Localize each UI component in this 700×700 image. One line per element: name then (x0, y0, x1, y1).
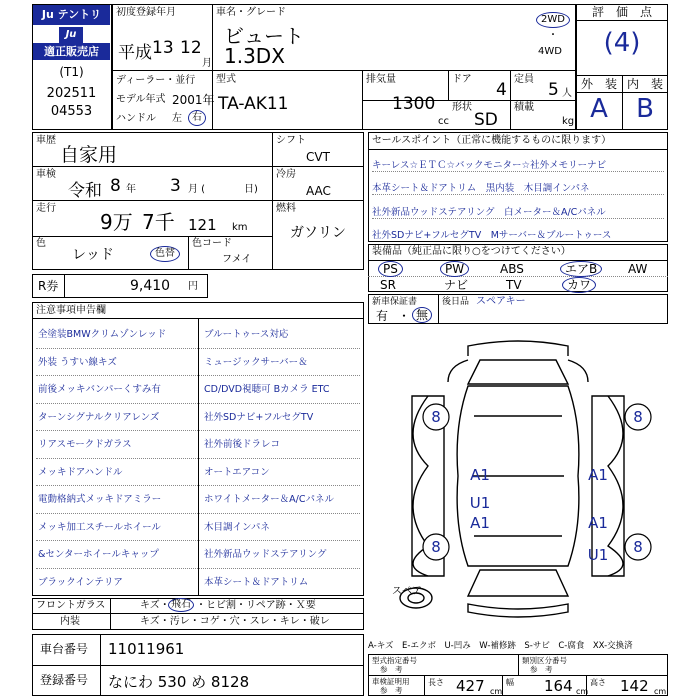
shape-value: SD (474, 110, 498, 130)
displacement-label: 排気量 (366, 74, 396, 85)
note-left-item: ブラックインテリア (38, 576, 123, 588)
car-diagram (368, 326, 668, 630)
dealer-import: ディーラー・並行 (116, 75, 196, 86)
type-label: 型式 (216, 74, 236, 85)
note-left-item: 電動格納式メッキドアミラー (38, 494, 162, 505)
note-left-item: 外装 うすい線キズ (38, 356, 117, 368)
equipment-title: 装備品（純正品に限り○をつけてください） (372, 246, 571, 257)
note-right-item: 社外新品ウッドステアリング (204, 549, 327, 560)
registration-label: 初度登録年月 (116, 7, 176, 18)
note-left-item: &センターホイールキャップ (38, 549, 159, 560)
note-right-item: 本革シート＆ドアトリム (204, 576, 309, 588)
damage-mark: A1 (588, 466, 608, 484)
damage-mark: A1 (588, 514, 608, 532)
model-year: 2001年 (172, 93, 215, 107)
history-value: 自家用 (60, 144, 118, 166)
items-value: スペアキー (476, 296, 526, 307)
mileage-man: 9万 (100, 210, 133, 234)
equip-abs: ABS (500, 262, 524, 276)
sales-point-line: 本革シート＆ドアトリム 黒内装 木目調インパネ (372, 183, 590, 194)
ac-value: AAC (306, 184, 331, 198)
displacement-value: 1300 (392, 94, 436, 114)
registration-era: 平成 (118, 43, 152, 63)
brand-logo: Ju テントリ (33, 5, 110, 25)
recycle-unit: 円 (188, 281, 198, 292)
capacity-value: 5 (548, 80, 559, 100)
mileage-rest: 121 (188, 216, 217, 234)
note-right-item: 社外SDナビ+フルセグTV (204, 411, 314, 423)
warranty-no: 無 (412, 307, 432, 323)
capacity-unit: 人 (562, 88, 572, 99)
header-number-2: 04553 (50, 104, 93, 119)
color-code-value: フメイ (222, 254, 252, 265)
interior-label: 内 装 (626, 77, 663, 91)
note-right-item: ホワイトメーター＆A/Cパネル (204, 494, 334, 505)
note-right-item: オートエアコン (204, 466, 270, 478)
handle-right: 右 (188, 110, 206, 126)
equip-leather: カワ (562, 277, 596, 293)
cert-ref: 参 考 (380, 686, 403, 695)
note-left-item: ターンシグナルクリアレンズ (38, 411, 160, 423)
fuel-label: 燃料 (276, 203, 296, 214)
warranty-dot: ・ (398, 309, 411, 323)
color-repaint: 色替 (150, 246, 180, 262)
length-value: 427 (456, 677, 485, 695)
model-year-label: モデル年式 (116, 94, 166, 105)
exterior-label: 外 装 (580, 77, 617, 91)
exterior-score: A (590, 94, 608, 124)
damage-mark: A1 (470, 514, 490, 532)
sales-point-line: キーレス☆ＥＴＣ☆バックモニター☆社外メモリーナビ (372, 160, 607, 171)
load-label: 積載 (514, 102, 534, 113)
damage-mark: U1 (469, 494, 491, 512)
equip-pw: PW (440, 261, 469, 277)
color-code-label: 色コード (192, 238, 232, 249)
type-value: TA-AK11 (218, 94, 289, 114)
drive-4wd: 4WD (538, 46, 562, 57)
damage-mark: 8 (431, 538, 441, 556)
spare-label: スペア (392, 586, 422, 597)
capacity-label: 定員 (514, 74, 534, 85)
inspection-month-unit: 月 ( (188, 184, 206, 195)
note-right-item: ブルートゥース対応 (204, 329, 289, 340)
damage-legend: A-キズ E-エクボ U-凹み W-補修跡 S-サビ C-腐食 XX-交換済 (368, 641, 633, 651)
damage-mark: 8 (633, 538, 643, 556)
doors-label: ドア (452, 74, 472, 85)
note-right-item: 木目調インパネ (204, 521, 270, 533)
inspection-month: 3 (170, 176, 181, 196)
plate-value: なにわ 530 め 8128 (108, 673, 250, 691)
damage-mark: U1 (587, 546, 609, 564)
inspection-label: 車検 (36, 169, 56, 180)
history-label: 車歴 (36, 135, 56, 146)
inspection-day-unit: 日) (244, 184, 258, 195)
model-name: ビュート (224, 24, 304, 48)
mileage-sen: 7千 (142, 210, 175, 234)
sales-points-title: セールスポイント（正常に機能するものに限ります） (372, 135, 612, 146)
shift-label: シフト (276, 135, 306, 146)
front-glass-label: フロントガラス (36, 600, 106, 611)
note-left-item: リアスモークドガラス (38, 439, 132, 450)
fuel-value: ガソリン (290, 225, 346, 241)
inspection-year-unit: 年 (126, 184, 136, 195)
shift-value: CVT (306, 150, 330, 164)
equip-airbag: エアB (560, 261, 602, 277)
equip-aw: AW (628, 262, 648, 276)
notes-title: 注意事項申告欄 (36, 305, 106, 316)
registration-month: 12 (180, 38, 202, 58)
damage-mark: 8 (633, 408, 643, 426)
dealer-label: 適正販売店 (33, 43, 110, 60)
note-left-item: 前後メッキバンパーくすみ有 (38, 384, 161, 395)
color-value: レッド (72, 247, 114, 263)
model-number-label: 型式指定番号 (372, 656, 417, 665)
cc-unit: cc (438, 116, 449, 127)
sales-point-line: 社外SDナビ+フルセグTV Mサーバー＆ブルートゥース (372, 230, 612, 241)
width-label: 幅 (506, 678, 514, 687)
cert-label: 車検証明用 (372, 677, 410, 686)
equip-navi: ナビ (444, 278, 469, 292)
recycle-value: 9,410 (130, 278, 171, 294)
equip-tv: TV (506, 278, 522, 292)
recycle-block (32, 274, 208, 298)
note-left-item: メッキ加工スチールホイール (38, 521, 161, 533)
vehicle-no-value: 11011961 (108, 640, 185, 658)
inspection-year: 8 (110, 176, 121, 196)
header-code: (T1) (59, 65, 84, 79)
width-unit: cm (576, 687, 589, 696)
equip-ps: PS (378, 261, 403, 277)
drive-2wd: 2WD (536, 12, 570, 28)
rating-score: (4) (603, 28, 641, 58)
handle-label: ハンドル (116, 113, 156, 124)
note-right-item: CD/DVD視聴可 Bカメラ ETC (204, 384, 330, 395)
note-right-item: 社外前後ドラレコ (204, 439, 281, 450)
height-unit: cm (654, 687, 667, 696)
damage-mark: A1 (470, 466, 490, 484)
category-number-label: 類別区分番号 (522, 656, 567, 665)
interior-cond-value: キズ・汚レ・コゲ・穴・スレ・キレ・破レ (140, 616, 330, 627)
sales-point-line: 社外新品ウッドステアリング 白メーター＆A/Cパネル (372, 207, 606, 218)
equip-sr: SR (380, 278, 396, 292)
note-right-item: ミュージックサーバー＆ (204, 356, 308, 368)
kg-unit: kg (562, 116, 575, 127)
interior-score: B (636, 94, 654, 124)
header-block (32, 4, 112, 130)
inspection-era: 令和 (68, 181, 102, 201)
top-grid (112, 4, 576, 130)
length-unit: cm (490, 687, 503, 696)
category-number-ref: 参 考 (530, 665, 553, 674)
height-label: 高さ (590, 678, 606, 687)
warranty-yes: 有 (376, 309, 389, 323)
drive-dot: ・ (548, 30, 558, 41)
registration-month-unit: 月 (202, 58, 212, 69)
note-left-item: 全塗装BMWクリムゾンレッド (38, 329, 167, 340)
length-label: 長さ (428, 678, 444, 687)
rating-label: 評 価 点 (591, 5, 652, 19)
mileage-unit: km (232, 222, 248, 233)
damage-mark: 8 (431, 408, 441, 426)
model-label: 車名・グレード (216, 7, 286, 18)
front-glass-pre: キズ・ (140, 600, 170, 611)
front-glass-chip: 飛石 (168, 598, 194, 612)
items-label: 後日品 (442, 297, 470, 307)
mileage-label: 走行 (36, 203, 56, 214)
ju-badge: Ju (59, 27, 83, 43)
note-left-item: メッキドアハンドル (38, 466, 123, 478)
plate-label: 登録番号 (40, 673, 89, 687)
front-glass-post: ・ヒビ割・リペア跡・Ｘ要 (196, 600, 316, 611)
ac-label: 冷房 (276, 169, 296, 180)
model-number-ref: 参 考 (380, 665, 403, 674)
warranty-label: 新車保証書 (372, 297, 418, 307)
height-value: 142 (620, 677, 649, 695)
color-label: 色 (36, 238, 46, 249)
model-grade: 1.3DX (224, 44, 285, 68)
doors-value: 4 (496, 80, 507, 100)
recycle-label: R券 (38, 279, 59, 293)
shape-label: 形状 (452, 102, 472, 113)
handle-left: 左 (172, 113, 182, 124)
registration-year: 13 (152, 38, 174, 58)
header-number-1: 202511 (46, 86, 97, 101)
width-value: 164 (544, 677, 573, 695)
vehicle-no-label: 車台番号 (40, 642, 89, 656)
interior-cond-label: 内装 (60, 616, 80, 627)
